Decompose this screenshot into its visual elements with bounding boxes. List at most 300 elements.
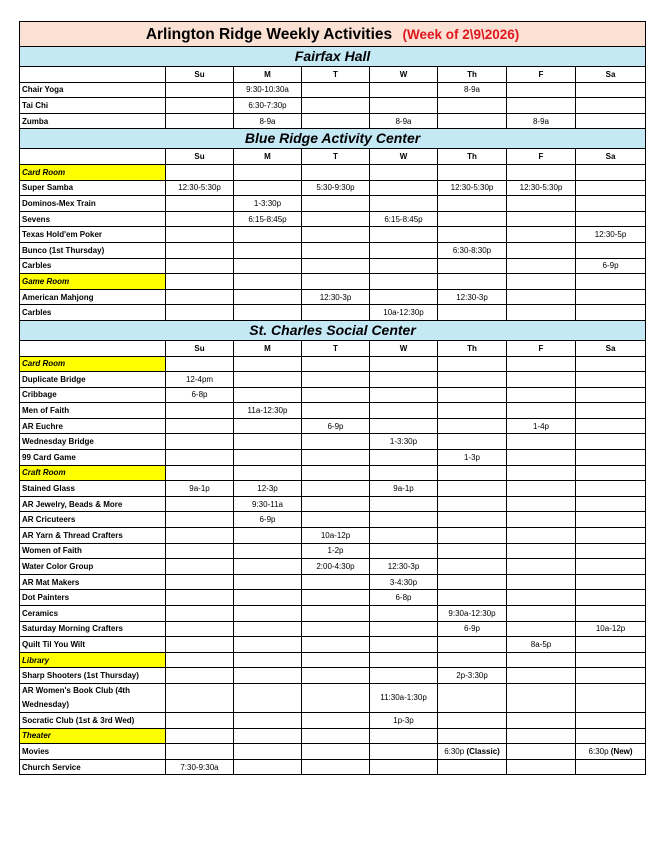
room-blank-cell — [234, 274, 302, 290]
time-cell — [370, 387, 438, 403]
room-blank-cell — [234, 728, 302, 744]
time-cell — [234, 180, 302, 196]
activity-name: Dominos-Mex Train — [20, 196, 166, 212]
room-blank-cell — [370, 465, 438, 481]
time-value: 6:30p — [444, 746, 465, 756]
schedule-table — [19, 21, 646, 775]
room-blank-cell — [166, 728, 234, 744]
time-value: 6-9p — [259, 515, 276, 525]
activity-row — [20, 512, 646, 528]
activity-row — [20, 418, 646, 434]
room-blank-cell — [438, 728, 507, 744]
time-cell — [234, 196, 302, 212]
room-blank-cell — [438, 274, 507, 290]
day-header: Th — [438, 340, 507, 356]
room-name: Craft Room — [20, 465, 166, 481]
room-blank-cell — [302, 728, 370, 744]
time-cell — [438, 372, 507, 388]
time-cell — [507, 574, 576, 590]
day-header: F — [507, 149, 576, 165]
time-cell — [302, 668, 370, 684]
time-value: 7:30-9:30a — [180, 762, 219, 772]
time-cell — [438, 621, 507, 637]
time-cell — [302, 683, 370, 712]
time-value: 10a-12p — [595, 624, 626, 634]
time-cell — [438, 543, 507, 559]
time-cell — [234, 481, 302, 497]
time-cell — [166, 712, 234, 728]
time-value: 9a-1p — [189, 484, 210, 494]
time-cell — [576, 543, 646, 559]
room-name: Game Room — [20, 274, 166, 290]
time-value: 6:30-8:30p — [452, 245, 492, 255]
time-cell — [234, 418, 302, 434]
activity-name: Texas Hold'em Poker — [20, 227, 166, 243]
time-cell — [166, 574, 234, 590]
activity-row — [20, 559, 646, 575]
time-cell — [576, 258, 646, 274]
time-cell — [507, 227, 576, 243]
time-cell — [507, 113, 576, 129]
activity-row — [20, 403, 646, 419]
time-cell — [507, 418, 576, 434]
time-cell — [576, 180, 646, 196]
activity-row — [20, 211, 646, 227]
time-cell — [302, 227, 370, 243]
activity-row — [20, 543, 646, 559]
time-cell — [370, 496, 438, 512]
time-cell — [438, 211, 507, 227]
time-cell — [370, 211, 438, 227]
time-cell — [166, 258, 234, 274]
time-cell — [438, 180, 507, 196]
time-cell — [302, 621, 370, 637]
time-cell — [302, 82, 370, 98]
time-value: 8-9a — [395, 116, 412, 126]
time-cell — [507, 434, 576, 450]
venue-name: St. Charles Social Center — [20, 320, 646, 340]
room-blank-cell — [507, 652, 576, 668]
day-header-row — [20, 340, 646, 356]
time-cell — [302, 113, 370, 129]
time-cell — [302, 559, 370, 575]
time-cell — [507, 196, 576, 212]
day-header: M — [234, 67, 302, 83]
venue-name: Blue Ridge Activity Center — [20, 129, 646, 149]
activity-name: American Mahjong — [20, 289, 166, 305]
time-cell — [507, 180, 576, 196]
room-blank-cell — [370, 164, 438, 180]
time-cell — [302, 590, 370, 606]
time-cell — [302, 637, 370, 653]
day-header: Su — [166, 67, 234, 83]
room-blank-cell — [302, 274, 370, 290]
time-cell — [576, 418, 646, 434]
activity-row — [20, 496, 646, 512]
time-value: 9a-1p — [393, 484, 414, 494]
time-value: 12:30-5p — [594, 230, 627, 240]
time-cell — [234, 211, 302, 227]
day-header: T — [302, 67, 370, 83]
time-cell — [507, 403, 576, 419]
room-blank-cell — [166, 465, 234, 481]
week-label: (Week of 2\9\2026) — [402, 26, 520, 42]
activity-row — [20, 372, 646, 388]
activity-name: Carbles — [20, 305, 166, 321]
time-cell — [166, 196, 234, 212]
time-cell — [438, 590, 507, 606]
time-cell — [576, 496, 646, 512]
activity-row — [20, 528, 646, 544]
day-header: W — [370, 340, 438, 356]
activity-row — [20, 481, 646, 497]
room-name: Theater — [20, 728, 166, 744]
time-cell — [576, 305, 646, 321]
time-cell — [166, 387, 234, 403]
time-cell — [302, 289, 370, 305]
time-cell — [370, 528, 438, 544]
activity-name: Men of Faith — [20, 403, 166, 419]
activity-row — [20, 98, 646, 114]
time-cell — [370, 744, 438, 760]
time-cell — [507, 305, 576, 321]
time-cell — [302, 98, 370, 114]
room-row — [20, 652, 646, 668]
room-blank-cell — [438, 652, 507, 668]
time-cell — [234, 621, 302, 637]
time-value: 11a-12:30p — [247, 406, 288, 416]
time-cell — [576, 227, 646, 243]
time-cell — [438, 82, 507, 98]
time-cell — [234, 82, 302, 98]
time-cell — [507, 559, 576, 575]
room-blank-cell — [576, 164, 646, 180]
time-value: 12:30-5:30p — [450, 183, 494, 193]
time-cell — [370, 180, 438, 196]
time-cell — [234, 98, 302, 114]
time-cell — [576, 387, 646, 403]
room-blank-cell — [166, 164, 234, 180]
time-cell — [507, 372, 576, 388]
time-cell — [234, 559, 302, 575]
time-cell — [576, 668, 646, 684]
time-cell — [234, 496, 302, 512]
time-cell — [234, 606, 302, 622]
time-cell — [576, 637, 646, 653]
time-cell — [438, 227, 507, 243]
day-header: Th — [438, 67, 507, 83]
time-cell — [302, 512, 370, 528]
time-value: 6:15-8:45p — [384, 214, 423, 224]
time-cell — [438, 258, 507, 274]
time-cell — [370, 289, 438, 305]
room-blank-cell — [166, 356, 234, 372]
day-header: M — [234, 149, 302, 165]
time-cell — [234, 543, 302, 559]
time-value: 2:00-4:30p — [316, 562, 355, 572]
room-blank-cell — [234, 356, 302, 372]
time-cell — [370, 481, 438, 497]
time-cell — [507, 98, 576, 114]
time-value: 6:30p — [588, 746, 609, 756]
activity-name: Sharp Shooters (1st Thursday) — [20, 668, 166, 684]
time-cell — [302, 450, 370, 466]
time-cell — [302, 180, 370, 196]
time-value: 5:30-9:30p — [316, 183, 355, 193]
time-cell — [370, 683, 438, 712]
activity-row — [20, 637, 646, 653]
title-row — [20, 22, 646, 47]
room-row — [20, 356, 646, 372]
time-cell — [234, 528, 302, 544]
time-cell — [507, 759, 576, 775]
time-cell — [576, 621, 646, 637]
time-value: 6-9p — [463, 624, 480, 634]
activity-row — [20, 242, 646, 258]
day-header: W — [370, 149, 438, 165]
time-cell — [166, 211, 234, 227]
day-header: T — [302, 340, 370, 356]
time-cell — [576, 512, 646, 528]
room-blank-cell — [370, 356, 438, 372]
room-blank-cell — [507, 465, 576, 481]
time-value: 12:30-3p — [319, 292, 352, 302]
day-header: M — [234, 340, 302, 356]
time-cell — [166, 683, 234, 712]
time-cell — [302, 481, 370, 497]
room-row — [20, 164, 646, 180]
day-header-blank — [20, 149, 166, 165]
time-cell — [370, 113, 438, 129]
time-value: 12:30-5:30p — [178, 183, 221, 193]
time-cell — [370, 574, 438, 590]
time-cell — [302, 744, 370, 760]
time-value: 9:30a-12:30p — [448, 608, 496, 618]
activity-name: Socratic Club (1st & 3rd Wed) — [20, 712, 166, 728]
time-cell — [438, 403, 507, 419]
time-value: 1-3:30p — [389, 437, 418, 447]
activity-name: AR Cricuteers — [20, 512, 166, 528]
time-value: 12-4pm — [185, 374, 214, 384]
time-cell — [234, 637, 302, 653]
time-cell — [234, 512, 302, 528]
time-cell — [507, 258, 576, 274]
time-cell — [166, 744, 234, 760]
activity-row — [20, 683, 646, 712]
time-cell — [302, 242, 370, 258]
time-cell — [302, 418, 370, 434]
time-value: 8-9a — [259, 116, 276, 126]
room-name: Library — [20, 652, 166, 668]
activity-name: Zumba — [20, 113, 166, 129]
time-cell — [302, 543, 370, 559]
time-cell — [507, 590, 576, 606]
venue-row — [20, 320, 646, 340]
time-cell — [438, 683, 507, 712]
time-cell — [166, 637, 234, 653]
room-blank-cell — [234, 164, 302, 180]
time-cell — [438, 759, 507, 775]
time-cell — [234, 590, 302, 606]
time-cell — [234, 744, 302, 760]
activity-name: Sevens — [20, 211, 166, 227]
time-cell — [370, 712, 438, 728]
time-cell — [370, 559, 438, 575]
time-cell — [576, 434, 646, 450]
activity-name: Carbles — [20, 258, 166, 274]
time-cell — [370, 606, 438, 622]
time-cell — [438, 606, 507, 622]
time-cell — [166, 113, 234, 129]
room-blank-cell — [438, 356, 507, 372]
time-cell — [370, 403, 438, 419]
time-cell — [576, 372, 646, 388]
time-cell — [234, 242, 302, 258]
time-cell — [234, 450, 302, 466]
time-cell — [302, 305, 370, 321]
room-blank-cell — [576, 274, 646, 290]
time-cell — [166, 621, 234, 637]
time-value: 9:30-10:30a — [246, 85, 289, 95]
time-cell — [507, 744, 576, 760]
time-cell — [302, 372, 370, 388]
room-blank-cell — [507, 728, 576, 744]
time-cell — [234, 227, 302, 243]
time-cell — [507, 637, 576, 653]
activity-row — [20, 82, 646, 98]
time-cell — [576, 528, 646, 544]
time-cell — [438, 113, 507, 129]
day-header: F — [507, 340, 576, 356]
activity-name: Tai Chi — [20, 98, 166, 114]
venue-name: Fairfax Hall — [20, 47, 646, 67]
time-cell — [438, 481, 507, 497]
time-cell — [576, 450, 646, 466]
time-cell — [166, 305, 234, 321]
time-cell — [166, 528, 234, 544]
activity-row — [20, 759, 646, 775]
time-value: 1p-3p — [393, 715, 414, 725]
time-cell — [234, 403, 302, 419]
time-cell — [370, 98, 438, 114]
venue-row — [20, 47, 646, 67]
time-cell — [576, 712, 646, 728]
time-cell — [166, 227, 234, 243]
room-blank-cell — [576, 652, 646, 668]
time-cell — [302, 403, 370, 419]
activity-name: Dot Painters — [20, 590, 166, 606]
time-cell — [576, 481, 646, 497]
room-blank-cell — [370, 728, 438, 744]
time-cell — [438, 242, 507, 258]
room-name: Card Room — [20, 356, 166, 372]
time-cell — [302, 759, 370, 775]
activity-name: AR Euchre — [20, 418, 166, 434]
day-header: W — [370, 67, 438, 83]
activity-row — [20, 621, 646, 637]
time-cell — [576, 242, 646, 258]
time-cell — [438, 98, 507, 114]
time-cell — [370, 590, 438, 606]
time-cell — [507, 621, 576, 637]
time-value: 8-9a — [532, 116, 549, 126]
time-cell — [166, 434, 234, 450]
room-name: Card Room — [20, 164, 166, 180]
activity-row — [20, 590, 646, 606]
time-cell — [370, 759, 438, 775]
time-cell — [234, 372, 302, 388]
time-cell — [438, 559, 507, 575]
activity-row — [20, 180, 646, 196]
room-blank-cell — [507, 274, 576, 290]
time-cell — [234, 668, 302, 684]
time-cell — [234, 683, 302, 712]
time-cell — [166, 450, 234, 466]
time-cell — [166, 590, 234, 606]
room-blank-cell — [166, 274, 234, 290]
time-note: (Classic) — [466, 746, 500, 756]
time-cell — [507, 712, 576, 728]
time-cell — [576, 403, 646, 419]
time-cell — [234, 113, 302, 129]
time-cell — [576, 683, 646, 712]
activity-name: Ceramics — [20, 606, 166, 622]
day-header: Sa — [576, 67, 646, 83]
activity-name: 99 Card Game — [20, 450, 166, 466]
activity-row — [20, 744, 646, 760]
activity-name: Super Samba — [20, 180, 166, 196]
time-cell — [166, 512, 234, 528]
time-cell — [234, 434, 302, 450]
time-cell — [438, 574, 507, 590]
activity-name: Saturday Morning Crafters — [20, 621, 166, 637]
room-blank-cell — [507, 164, 576, 180]
room-blank-cell — [576, 728, 646, 744]
time-cell — [438, 712, 507, 728]
day-header-row — [20, 67, 646, 83]
time-cell — [507, 606, 576, 622]
time-cell — [576, 590, 646, 606]
time-cell — [438, 387, 507, 403]
time-cell — [370, 450, 438, 466]
room-blank-cell — [302, 465, 370, 481]
day-header: Su — [166, 340, 234, 356]
time-value: 11:30a-1:30p — [380, 693, 427, 703]
activity-row — [20, 289, 646, 305]
time-value: 6-8p — [191, 390, 208, 400]
day-header: Sa — [576, 149, 646, 165]
room-blank-cell — [370, 274, 438, 290]
time-cell — [438, 637, 507, 653]
time-cell — [166, 759, 234, 775]
time-cell — [507, 481, 576, 497]
activity-name: Women of Faith — [20, 543, 166, 559]
page-title: Arlington Ridge Weekly Activities — [145, 25, 393, 43]
time-cell — [302, 712, 370, 728]
time-cell — [507, 528, 576, 544]
time-value: 12:30-3p — [456, 292, 488, 302]
time-cell — [166, 559, 234, 575]
room-blank-cell — [234, 465, 302, 481]
time-cell — [234, 258, 302, 274]
time-cell — [234, 305, 302, 321]
time-cell — [507, 496, 576, 512]
time-value: 1-3:30p — [253, 198, 282, 208]
room-blank-cell — [302, 652, 370, 668]
time-value: 12:30-5:30p — [519, 183, 563, 193]
time-cell — [507, 82, 576, 98]
time-cell — [576, 606, 646, 622]
